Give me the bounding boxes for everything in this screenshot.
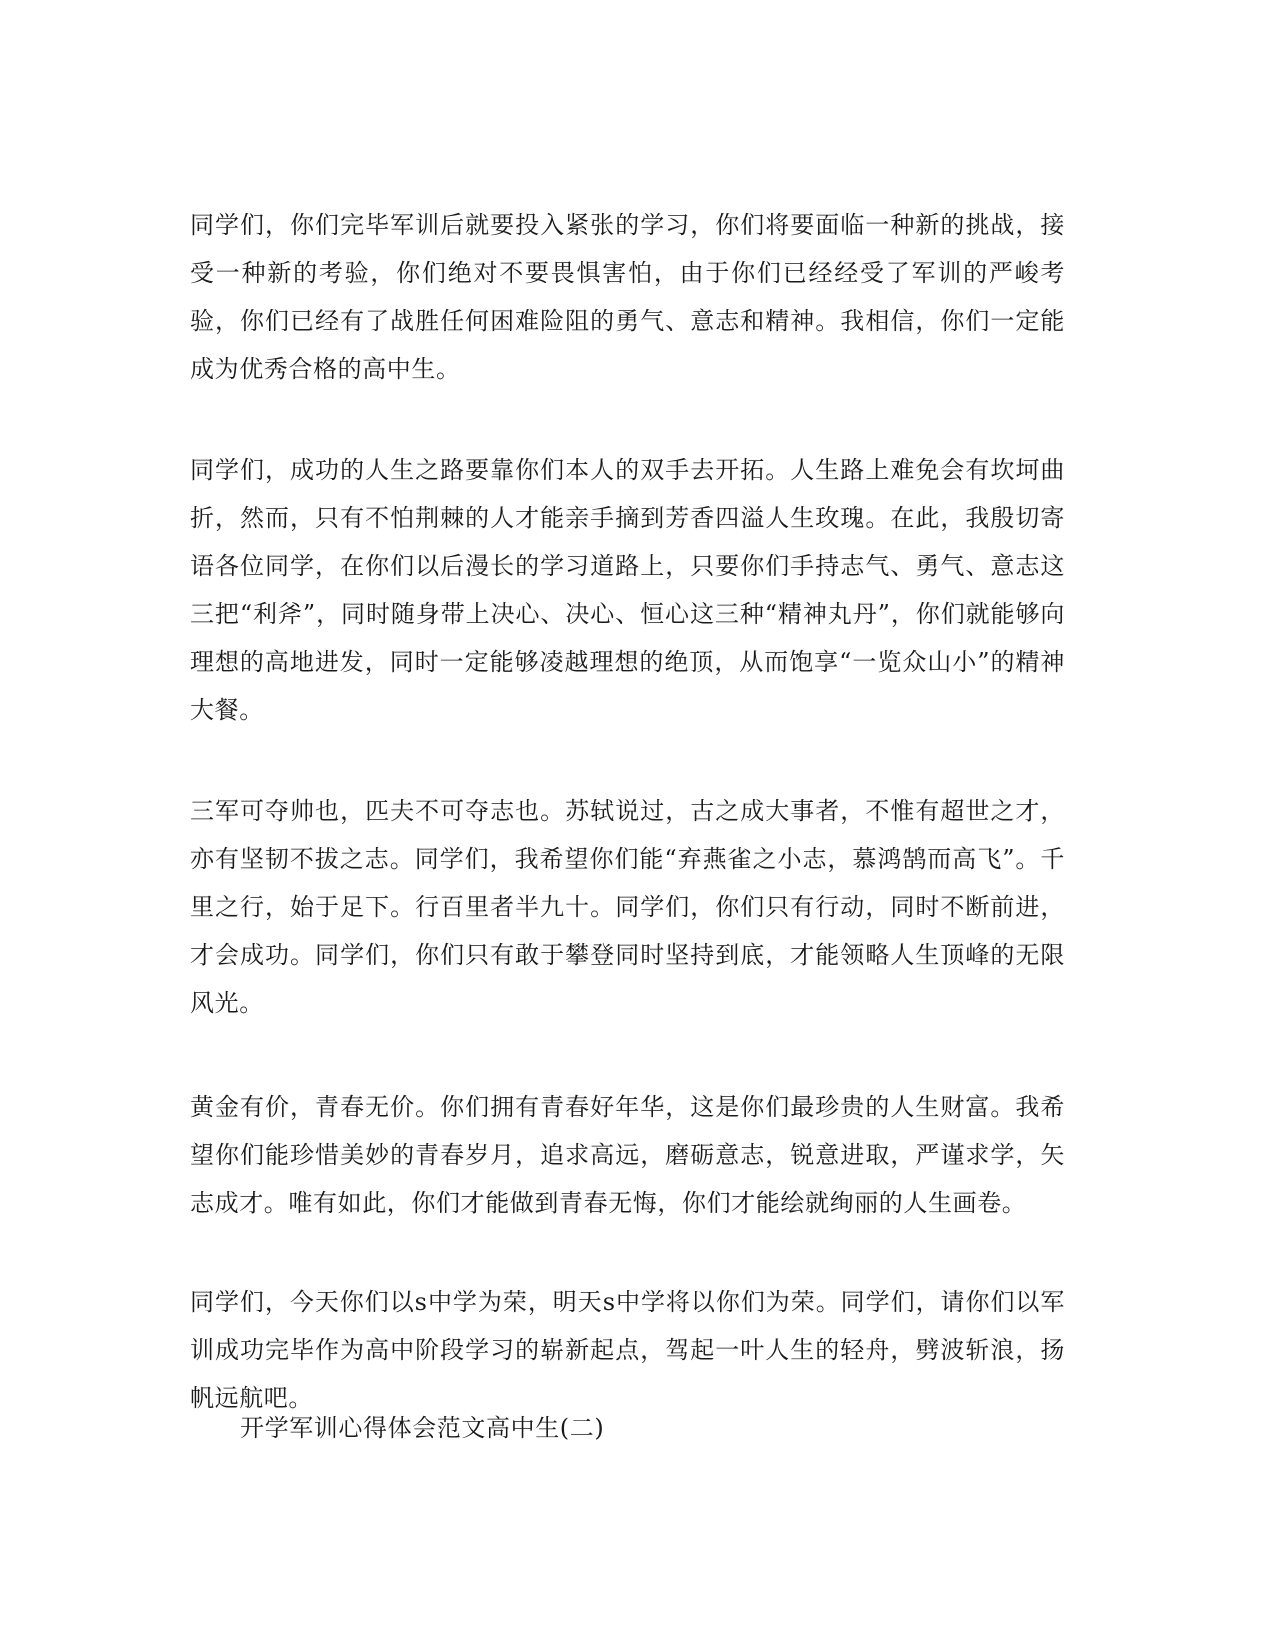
- section-heading: 开学军训心得体会范文高中生(二): [240, 1414, 605, 1442]
- paragraph-4: 黄金有价，青春无价。你们拥有青春好年华，这是你们最珍贵的人生财富。我希望你们能珍惜美妙的青春岁月，追求高远，磨砺意志，锐意进取，严谨求学，矢志成才。唯有如此，你们才能做到青春无悔，你们才能绘就绚丽的人生画卷。: [190, 1093, 1065, 1217]
- paragraph-1: 同学们，你们完毕军训后就要投入紧张的学习，你们将要面临一种新的挑战，接受一种新的考验，你们绝对不要畏惧害怕，由于你们已经经受了军训的严峻考验，你们已经有了战胜任何困难险阻的勇气、意志和精神。我相信，你们一定能成为优秀合格的高中生。: [190, 211, 1065, 383]
- paragraph-2: 同学们，成功的人生之路要靠你们本人的双手去开拓。人生路上难免会有坎坷曲折，然而，只有不怕荆棘的人才能亲手摘到芳香四溢人生玫瑰。在此，我殷切寄语各位同学，在你们以后漫长的学习道路上，只要你们手持志气、勇气、意志这三把“利斧”，同时随身带上决心、决心、恒心这三种“精神丸丹”，你们就能够向理想的高地进发，同时一定能够凌越理想的绝顶，从而饱享“一览众山小”的精神大餐。: [190, 456, 1065, 724]
- paragraph-3: 三军可夺帅也，匹夫不可夺志也。苏轼说过，古之成大事者，不惟有超世之才，亦有坚韧不拔之志。同学们，我希望你们能“弃燕雀之小志，慕鸿鹄而高飞”。千里之行，始于足下。行百里者半九十。同学们，你们只有行动，同时不断前进，才会成功。同学们，你们只有敢于攀登同时坚持到底，才能领略人生顶峰的无限风光。: [190, 797, 1065, 1017]
- paragraph-5: 同学们，今天你们以s中学为荣，明天s中学将以你们为荣。同学们，请你们以军训成功完毕作为高中阶段学习的崭新起点，驾起一叶人生的轻舟，劈波斩浪，扬帆远航吧。: [190, 1288, 1065, 1412]
